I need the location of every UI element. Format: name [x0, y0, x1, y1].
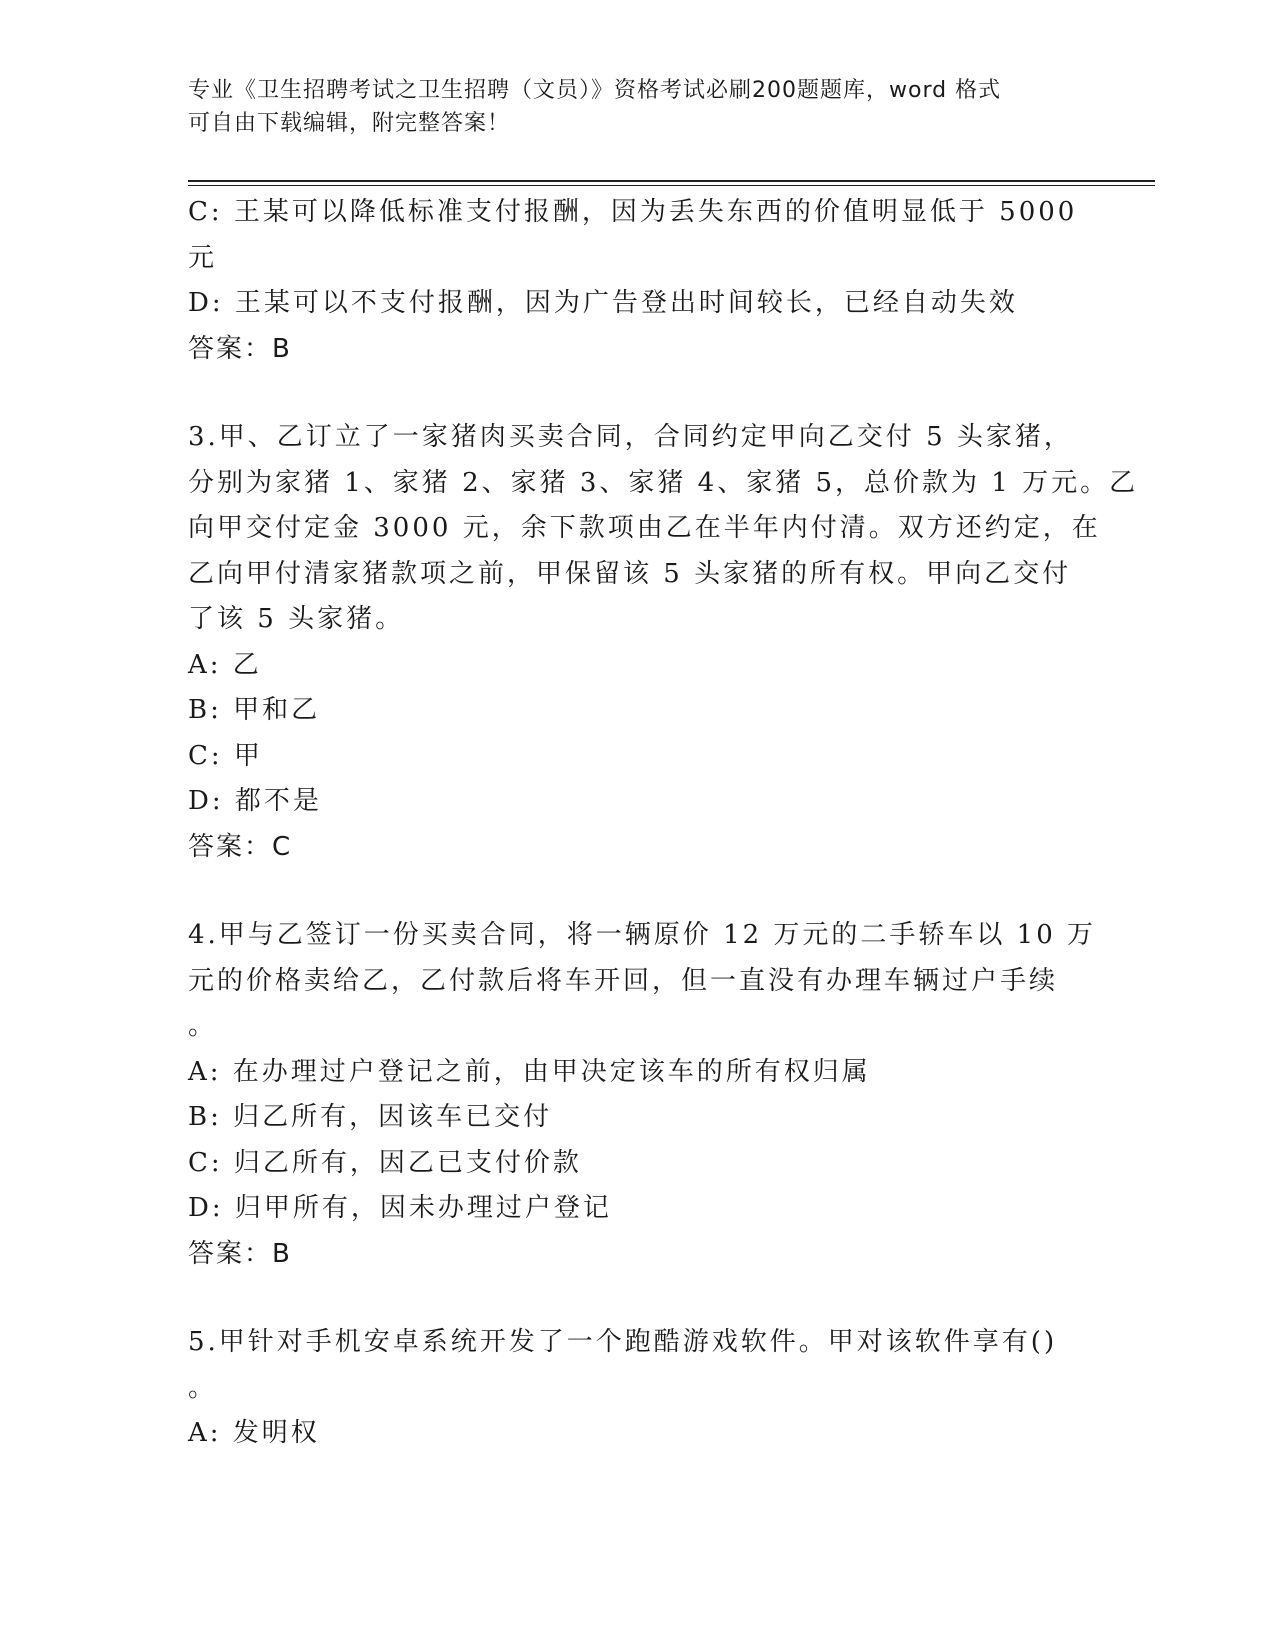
- question-stem-line: 向甲交付定金 3000 元，余下款项由乙在半年内付清。双方还约定，在: [188, 513, 1101, 543]
- option-b: B: 甲和乙: [188, 695, 321, 725]
- question-3: [188, 415, 1139, 870]
- answer: 答案：B: [188, 1238, 292, 1269]
- option-c: C: 归乙所有，因乙已支付价款: [188, 1147, 582, 1178]
- document-header: [188, 74, 1068, 140]
- option-c-continued: 元: [188, 242, 218, 273]
- header-line-1: 专业《卫生招聘考试之卫生招聘（文员）》资格考试必刷200题题库，word 格式: [188, 78, 1002, 103]
- question-stem-line: 3.甲、乙订立了一家猪肉买卖合同，合同约定甲向乙交付 5 头家猪，: [188, 422, 1073, 452]
- question-stem-line: 。: [188, 1011, 218, 1041]
- option-b: B: 归乙所有，因该车已交付: [188, 1102, 553, 1132]
- question-stem-line: 乙向甲付清家猪款项之前，甲保留该 5 头家猪的所有权。甲向乙交付: [188, 558, 1072, 589]
- answer: 答案：B: [188, 333, 292, 364]
- option-a: A: 在办理过户登记之前，由甲决定该车的所有权归属: [188, 1056, 871, 1087]
- header-line-2: 可自由下载编辑，附完整答案！: [188, 111, 511, 136]
- answer: 答案：C: [188, 831, 293, 862]
- header-divider-thick: [188, 180, 1155, 182]
- option-c: C: 甲: [188, 740, 263, 771]
- question-4: [188, 913, 1097, 1277]
- question-stem-line: 5.甲针对手机安卓系统开发了一个跑酷游戏软件。甲对该软件享有(): [188, 1327, 1058, 1357]
- question-stem-line: 分别为家猪 1、家猪 2、家猪 3、家猪 4、家猪 5，总价款为 1 万元。乙: [188, 467, 1139, 498]
- question-stem-line: 。: [188, 1372, 218, 1403]
- option-a: A: 乙: [188, 649, 262, 680]
- option-a: A: 发明权: [188, 1418, 320, 1448]
- option-d: D: 王某可以不支付报酬，因为广告登出时间较长，已经自动失效: [188, 288, 1018, 318]
- question-stem-line: 4.甲与乙签订一份买卖合同，将一辆原价 12 万元的二手轿车以 10 万: [188, 920, 1097, 950]
- document-body: [188, 190, 1139, 1457]
- header-divider-thin: [188, 185, 1155, 186]
- question-stem-line: 元的价格卖给乙，乙付款后将车开回，但一直没有办理车辆过户手续: [188, 965, 1059, 996]
- question-stem-line: 了该 5 头家猪。: [188, 604, 405, 634]
- option-d: D: 归甲所有，因未办理过户登记: [188, 1193, 612, 1223]
- question-2-tail: [188, 190, 1088, 372]
- option-d: D: 都不是: [188, 786, 322, 816]
- option-c: C: 王某可以降低标准支付报酬，因为丢失东西的价值明显低于 5000: [188, 197, 1078, 227]
- question-5: [188, 1320, 1088, 1457]
